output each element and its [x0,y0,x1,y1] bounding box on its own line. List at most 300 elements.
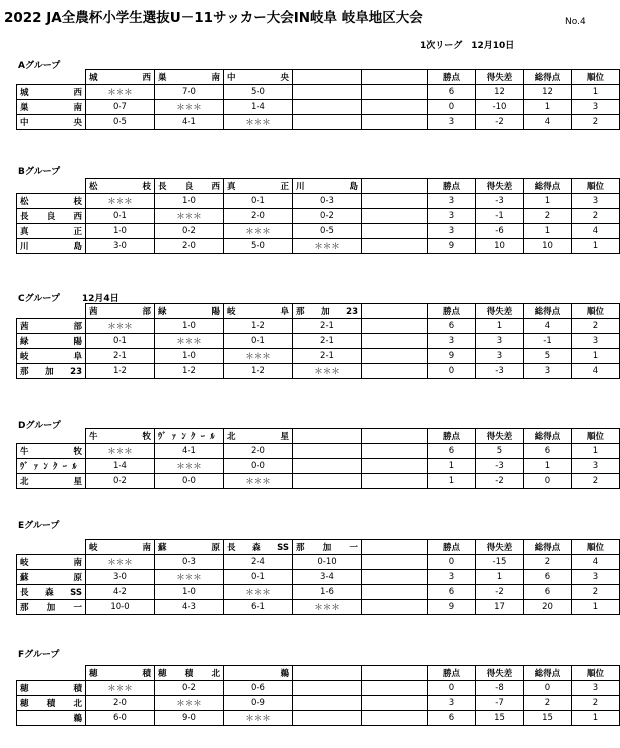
opponent-name: 真 正 [227,182,289,192]
match-result: 0-9 [224,696,293,711]
empty-cell [293,711,362,726]
points-cell: 1 [428,459,476,474]
stat-header: 順位 [572,304,620,319]
points-cell: 6 [428,711,476,726]
opponent-name: 緑 陽 [158,307,220,317]
team-name: 長 良 西 [20,212,82,222]
table-row [17,555,620,570]
opponent-name: 岐 南 [89,543,151,553]
table-row [17,696,620,711]
rank-cell: 3 [572,570,620,585]
match-result: ＊＊＊ [155,459,224,474]
spacer-cell [362,429,428,444]
opponent-header [155,429,224,444]
opponent-header [86,179,155,194]
group-table [16,69,620,130]
empty-cell [293,444,362,459]
opponent-header [155,70,224,85]
goal-difference-cell: -7 [476,696,524,711]
goal-difference-cell: 10 [476,239,524,254]
opponent-name: 牛 牧 [89,432,151,442]
empty-header [293,666,362,681]
rank-cell: 2 [572,115,620,130]
rank-cell: 3 [572,459,620,474]
goal-difference-cell: -8 [476,681,524,696]
corner-cell [17,70,86,85]
opponent-name: ｳﾞｧﾝｸｰﾙ [158,432,220,442]
points-cell: 3 [428,209,476,224]
match-result: 7-0 [155,85,224,100]
team-name-cell [17,681,86,696]
team-name-cell [17,239,86,254]
team-name: 茜 部 [20,322,82,332]
rank-cell: 4 [572,364,620,379]
stat-header: 得失差 [476,304,524,319]
goal-difference-cell: 12 [476,85,524,100]
opponent-name: 川 島 [296,182,358,192]
points-cell: 3 [428,194,476,209]
spacer-cell [362,444,428,459]
goals-scored-cell: 6 [524,444,572,459]
match-result: 6-1 [224,600,293,615]
table-row [17,444,620,459]
match-result: 2-0 [155,239,224,254]
opponent-name: 茜 部 [89,307,151,317]
team-name: 那 加 一 [20,603,82,613]
goal-difference-cell: -3 [476,459,524,474]
rank-cell: 2 [572,696,620,711]
opponent-header [86,540,155,555]
opponent-header [224,666,293,681]
table-row [17,459,620,474]
spacer-cell [362,179,428,194]
empty-cell [293,696,362,711]
spacer-cell [362,304,428,319]
opponent-name: 北 星 [227,432,289,442]
match-result: 0-5 [86,115,155,130]
team-name: 牛 牧 [20,447,82,457]
empty-header [293,70,362,85]
team-name-cell [17,600,86,615]
goal-difference-cell: 3 [476,334,524,349]
team-name-cell [17,696,86,711]
table-row [17,585,620,600]
team-name: 巣 南 [20,103,82,113]
team-name: 鵜 [20,714,82,724]
opponent-header [155,304,224,319]
table-row [17,349,620,364]
points-cell: 3 [428,334,476,349]
team-name: 蘇 原 [20,573,82,583]
table-row [17,364,620,379]
rank-cell: 1 [572,711,620,726]
group-table [16,665,620,726]
team-name-cell [17,459,86,474]
spacer-cell [362,194,428,209]
team-name-cell [17,349,86,364]
match-result: 0-3 [155,555,224,570]
match-result: 6-0 [86,711,155,726]
points-cell: 9 [428,349,476,364]
team-name-cell [17,555,86,570]
match-result: 3-0 [86,239,155,254]
team-name: 松 枝 [20,197,82,207]
team-name-cell [17,319,86,334]
match-result: 5-0 [224,239,293,254]
match-result: 4-3 [155,600,224,615]
points-cell: 1 [428,474,476,489]
points-cell: 0 [428,100,476,115]
opponent-header [224,429,293,444]
goal-difference-cell: -2 [476,474,524,489]
goals-scored-cell: 4 [524,115,572,130]
match-result: 0-0 [224,459,293,474]
spacer-cell [362,666,428,681]
match-result: 0-6 [224,681,293,696]
points-cell: 9 [428,600,476,615]
group-table [16,428,620,489]
opponent-name: 穂 積 北 [158,669,220,679]
page-number: No.4 [565,17,586,27]
team-name: 長 森 SS [20,588,82,598]
match-result: 2-0 [224,209,293,224]
rank-cell: 3 [572,194,620,209]
corner-cell [17,179,86,194]
group-date: 12月4日 [81,294,119,304]
match-result: 0-2 [155,224,224,239]
group-table [16,539,620,615]
match-result: ＊＊＊ [86,319,155,334]
match-result: 2-1 [293,319,362,334]
match-result: ＊＊＊ [224,474,293,489]
opponent-header [155,179,224,194]
header-row [17,666,620,681]
team-name-cell [17,474,86,489]
stat-header: 勝点 [428,304,476,319]
stat-header: 得失差 [476,179,524,194]
opponent-header [155,666,224,681]
rank-cell: 4 [572,555,620,570]
table-row [17,319,620,334]
goal-difference-cell: -3 [476,194,524,209]
stat-header: 順位 [572,70,620,85]
goals-scored-cell: 1 [524,100,572,115]
goals-scored-cell: 5 [524,349,572,364]
spacer-cell [362,100,428,115]
stat-header: 総得点 [524,666,572,681]
match-result: ＊＊＊ [86,194,155,209]
goals-scored-cell: 4 [524,319,572,334]
match-result: ＊＊＊ [224,711,293,726]
empty-cell [293,85,362,100]
goal-difference-cell: -1 [476,209,524,224]
table-row [17,600,620,615]
team-name-cell [17,209,86,224]
team-name: 中 央 [20,118,82,128]
opponent-header [86,70,155,85]
stat-header: 得失差 [476,540,524,555]
team-name: 北 星 [20,477,82,487]
match-result: 2-0 [224,444,293,459]
rank-cell: 2 [572,209,620,224]
opponent-name: 蘇 原 [158,543,220,553]
match-result: 1-0 [155,585,224,600]
match-result: ＊＊＊ [86,85,155,100]
stat-header: 得失差 [476,70,524,85]
match-result: ＊＊＊ [293,239,362,254]
match-result: 10-0 [86,600,155,615]
table-row [17,239,620,254]
team-name-cell [17,224,86,239]
match-result: ＊＊＊ [224,349,293,364]
stat-header: 総得点 [524,179,572,194]
empty-cell [293,115,362,130]
group-label [18,164,60,177]
points-cell: 6 [428,85,476,100]
goal-difference-cell: -6 [476,224,524,239]
goals-scored-cell: 1 [524,459,572,474]
empty-cell [293,459,362,474]
group-name: Eグループ [18,521,60,531]
match-result: 1-0 [155,194,224,209]
goals-scored-cell: 6 [524,585,572,600]
group-label [18,518,59,531]
opponent-name: 那 加 23 [296,307,358,317]
match-result: 0-10 [293,555,362,570]
opponent-name: 長 森 SS [227,543,289,553]
team-name-cell [17,100,86,115]
spacer-cell [362,70,428,85]
stat-header: 得失差 [476,666,524,681]
group-label [18,647,59,660]
goals-scored-cell: -1 [524,334,572,349]
goals-scored-cell: 2 [524,555,572,570]
table-row [17,209,620,224]
match-result: 1-4 [86,459,155,474]
team-name-cell [17,585,86,600]
match-result: 1-0 [86,224,155,239]
match-result: ＊＊＊ [155,334,224,349]
points-cell: 3 [428,696,476,711]
match-result: 1-4 [224,100,293,115]
goals-scored-cell: 3 [524,364,572,379]
goals-scored-cell: 0 [524,474,572,489]
table-row [17,85,620,100]
table-row [17,334,620,349]
goals-scored-cell: 1 [524,194,572,209]
match-result: 0-2 [86,474,155,489]
corner-cell [17,304,86,319]
team-name-cell [17,570,86,585]
match-result: 3-0 [86,570,155,585]
rank-cell: 1 [572,239,620,254]
points-cell: 3 [428,224,476,239]
spacer-cell [362,224,428,239]
corner-cell [17,429,86,444]
match-result: 2-0 [86,696,155,711]
points-cell: 0 [428,681,476,696]
goals-scored-cell: 15 [524,711,572,726]
match-result: 0-1 [86,334,155,349]
team-name: 川 島 [20,242,82,252]
match-result: ＊＊＊ [224,585,293,600]
table-row [17,711,620,726]
stat-header: 順位 [572,429,620,444]
spacer-cell [362,364,428,379]
goal-difference-cell: -15 [476,555,524,570]
opponent-header [86,666,155,681]
opponent-name: 岐 阜 [227,307,289,317]
stat-header: 総得点 [524,429,572,444]
opponent-header [224,304,293,319]
spacer-cell [362,115,428,130]
spacer-cell [362,319,428,334]
group-name: Aグループ [18,61,61,71]
spacer-cell [362,711,428,726]
goals-scored-cell: 12 [524,85,572,100]
points-cell: 6 [428,319,476,334]
points-cell: 3 [428,115,476,130]
match-result: 0-0 [155,474,224,489]
table-row [17,474,620,489]
table-row [17,681,620,696]
team-name-cell [17,85,86,100]
opponent-name: 鵜 [227,669,289,679]
table-row [17,115,620,130]
match-result: 1-0 [155,349,224,364]
match-result: 0-5 [293,224,362,239]
rank-cell: 1 [572,444,620,459]
table-row [17,570,620,585]
team-name: 岐 南 [20,558,82,568]
opponent-header [293,179,362,194]
spacer-cell [362,334,428,349]
spacer-cell [362,555,428,570]
rank-cell: 2 [572,585,620,600]
goals-scored-cell: 10 [524,239,572,254]
table-row [17,100,620,115]
stat-header: 得失差 [476,429,524,444]
goals-scored-cell: 1 [524,224,572,239]
team-name: 穂 積 北 [20,699,82,709]
spacer-cell [362,349,428,364]
spacer-cell [362,474,428,489]
match-result: ＊＊＊ [155,100,224,115]
match-result: 1-2 [224,364,293,379]
rank-cell: 1 [572,349,620,364]
corner-cell [17,666,86,681]
match-result: 3-4 [293,570,362,585]
opponent-name: 城 西 [89,73,151,83]
empty-cell [293,681,362,696]
header-row [17,179,620,194]
opponent-name: 那 加 一 [296,543,358,553]
match-result: 0-2 [293,209,362,224]
team-name: 真 正 [20,227,82,237]
match-result: ＊＊＊ [155,209,224,224]
match-result: 1-6 [293,585,362,600]
match-result: ＊＊＊ [224,115,293,130]
match-result: ＊＊＊ [86,555,155,570]
stat-header: 勝点 [428,429,476,444]
match-result: 1-2 [86,364,155,379]
team-name: 穂 積 [20,684,82,694]
spacer-cell [362,540,428,555]
header-row [17,429,620,444]
match-result: ＊＊＊ [86,444,155,459]
rank-cell: 3 [572,334,620,349]
rank-cell: 1 [572,85,620,100]
stat-header: 総得点 [524,70,572,85]
match-result: 5-0 [224,85,293,100]
spacer-cell [362,459,428,474]
spacer-cell [362,600,428,615]
match-result: ＊＊＊ [155,570,224,585]
match-result: 0-1 [224,334,293,349]
team-name-cell [17,115,86,130]
goal-difference-cell: -2 [476,585,524,600]
opponent-header [86,304,155,319]
goal-difference-cell: 15 [476,711,524,726]
opponent-header [224,179,293,194]
points-cell: 6 [428,585,476,600]
match-result: 2-1 [293,334,362,349]
stat-header: 総得点 [524,540,572,555]
goals-scored-cell: 0 [524,681,572,696]
match-result: 2-4 [224,555,293,570]
goal-difference-cell: -10 [476,100,524,115]
match-result: 0-3 [293,194,362,209]
league-date: 1次リーグ 12月10日 [420,41,515,51]
match-result: 0-1 [86,209,155,224]
points-cell: 6 [428,444,476,459]
points-cell: 0 [428,364,476,379]
match-result: 0-7 [86,100,155,115]
goals-scored-cell: 2 [524,696,572,711]
match-result: 4-1 [155,444,224,459]
team-name-cell [17,364,86,379]
stat-header: 順位 [572,540,620,555]
empty-cell [293,100,362,115]
group-table [16,303,620,379]
stat-header: 順位 [572,179,620,194]
opponent-header [224,70,293,85]
goal-difference-cell: 1 [476,319,524,334]
points-cell: 3 [428,570,476,585]
goals-scored-cell: 2 [524,209,572,224]
team-name-cell [17,194,86,209]
header-row [17,70,620,85]
rank-cell: 3 [572,681,620,696]
match-result: 0-1 [224,570,293,585]
stat-header: 勝点 [428,540,476,555]
stat-header: 総得点 [524,304,572,319]
match-result: 1-0 [155,319,224,334]
team-name: 緑 陽 [20,337,82,347]
spacer-cell [362,570,428,585]
points-cell: 9 [428,239,476,254]
match-result: 0-2 [155,681,224,696]
goal-difference-cell: 3 [476,349,524,364]
spacer-cell [362,585,428,600]
goal-difference-cell: -2 [476,115,524,130]
header-row [17,540,620,555]
match-result: 9-0 [155,711,224,726]
team-name-cell [17,711,86,726]
header-row [17,304,620,319]
empty-header [293,429,362,444]
goal-difference-cell: 1 [476,570,524,585]
